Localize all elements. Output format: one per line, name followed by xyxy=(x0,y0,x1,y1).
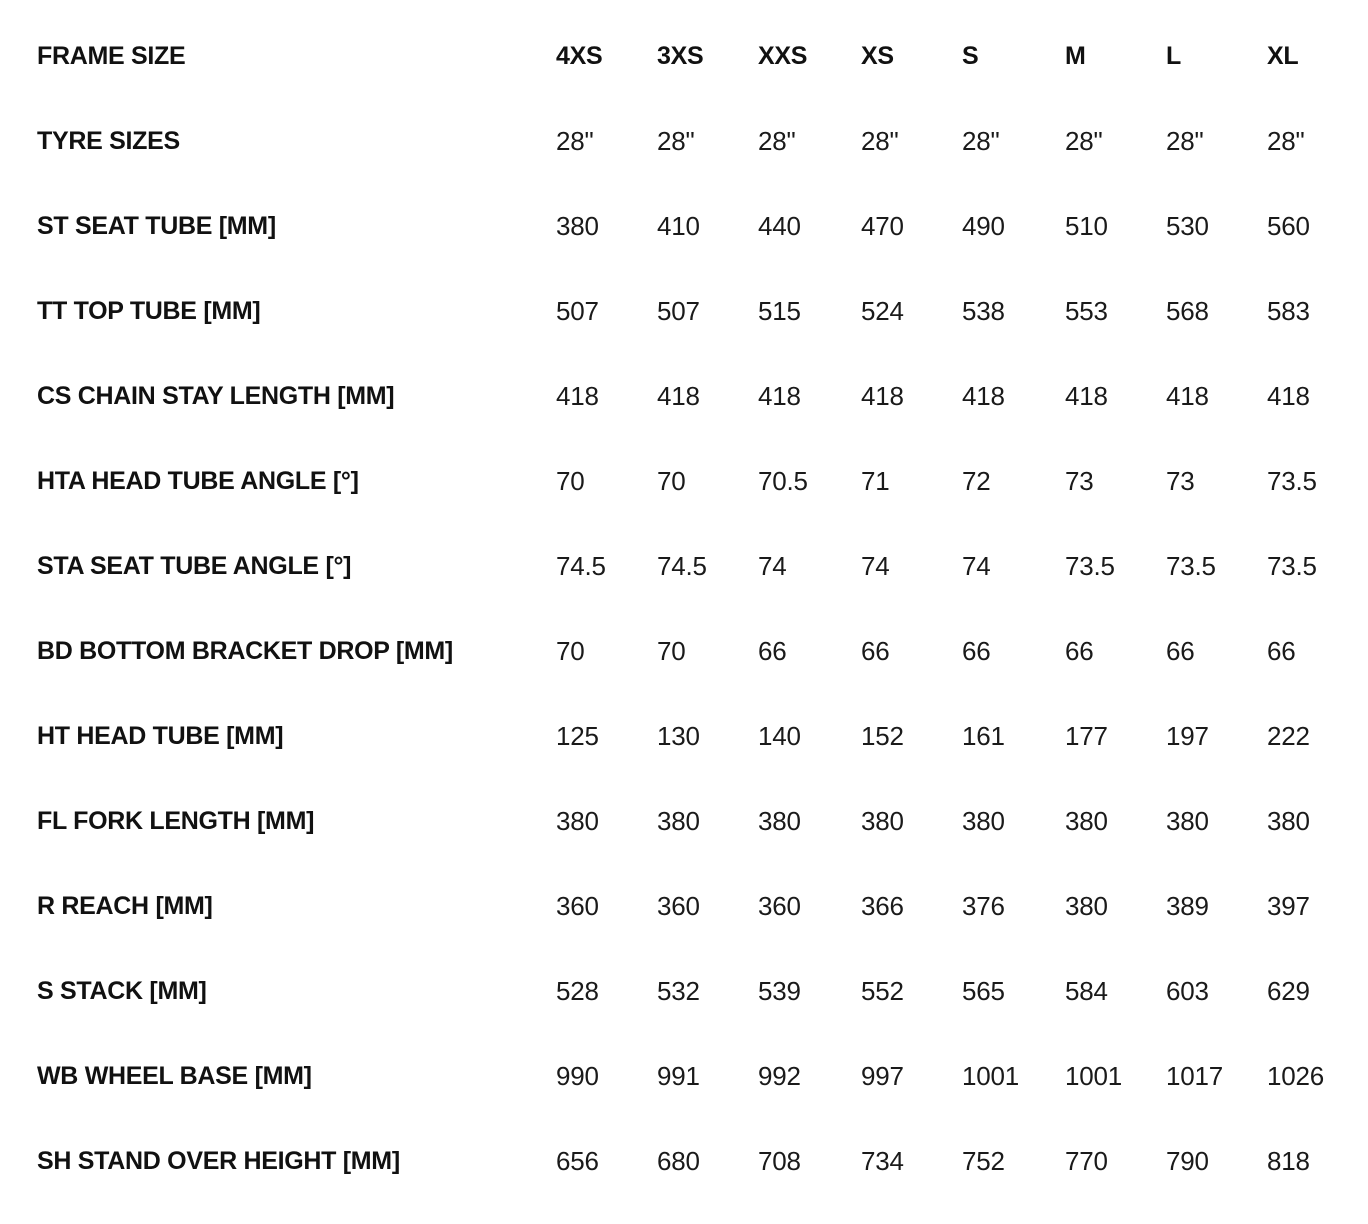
table-row xyxy=(37,269,1368,354)
table-cell: 74 xyxy=(758,551,787,581)
table-cell: 418 xyxy=(657,381,700,411)
table-cell: 584 xyxy=(1065,976,1108,1006)
table-cell: 71 xyxy=(861,466,890,496)
row-label: BD BOTTOM BRACKET DROP [MM] xyxy=(37,637,453,665)
table-cell: 565 xyxy=(962,976,1005,1006)
table-cell: 734 xyxy=(861,1146,904,1176)
table-cell: 568 xyxy=(1166,296,1209,326)
table-cell: 70.5 xyxy=(758,466,808,496)
frame-size-header: FRAME SIZE xyxy=(37,42,186,70)
table-cell: 992 xyxy=(758,1061,801,1091)
table-cell: 603 xyxy=(1166,976,1209,1006)
row-label: R REACH [MM] xyxy=(37,892,213,920)
row-label: WB WHEEL BASE [MM] xyxy=(37,1062,312,1090)
table-row xyxy=(37,864,1368,949)
table-cell: 73.5 xyxy=(1267,466,1317,496)
table-cell: 380 xyxy=(657,806,700,836)
table-cell: 410 xyxy=(657,211,700,241)
table-cell: 73.5 xyxy=(1065,551,1115,581)
table-cell: 74.5 xyxy=(657,551,707,581)
size-header-xs: XS xyxy=(861,42,894,70)
size-header-m: M xyxy=(1065,42,1086,70)
table-row xyxy=(37,99,1368,184)
table-cell: 418 xyxy=(1267,381,1310,411)
table-cell: 560 xyxy=(1267,211,1310,241)
table-cell: 70 xyxy=(556,466,585,496)
table-cell: 1026 xyxy=(1267,1061,1325,1091)
table-cell: 380 xyxy=(1166,806,1209,836)
table-cell: 28" xyxy=(962,126,1000,156)
table-cell: 376 xyxy=(962,891,1005,921)
row-label: ST SEAT TUBE [MM] xyxy=(37,212,276,240)
table-cell: 177 xyxy=(1065,721,1108,751)
table-cell: 66 xyxy=(962,636,991,666)
table-cell: 510 xyxy=(1065,211,1108,241)
row-label: HT HEAD TUBE [MM] xyxy=(37,722,284,750)
table-cell: 366 xyxy=(861,891,904,921)
table-cell: 553 xyxy=(1065,296,1108,326)
table-cell: 28" xyxy=(758,126,796,156)
table-cell: 380 xyxy=(962,806,1005,836)
table-cell: 152 xyxy=(861,721,904,751)
table-cell: 360 xyxy=(758,891,801,921)
table-cell: 818 xyxy=(1267,1146,1310,1176)
table-cell: 28" xyxy=(1166,126,1204,156)
table-cell: 530 xyxy=(1166,211,1209,241)
table-cell: 708 xyxy=(758,1146,801,1176)
table-row xyxy=(37,439,1368,524)
table-cell: 991 xyxy=(657,1061,700,1091)
table-cell: 73 xyxy=(1166,466,1195,496)
table-cell: 74 xyxy=(861,551,890,581)
table-cell: 66 xyxy=(1267,636,1296,666)
table-cell: 66 xyxy=(1065,636,1094,666)
size-header-xxs: XXS xyxy=(758,42,808,70)
row-label: FL FORK LENGTH [MM] xyxy=(37,807,315,835)
size-header-xl: XL xyxy=(1267,42,1299,70)
table-row xyxy=(37,524,1368,609)
table-cell: 538 xyxy=(962,296,1005,326)
table-cell: 752 xyxy=(962,1146,1005,1176)
row-label: CS CHAIN STAY LENGTH [MM] xyxy=(37,382,395,410)
table-cell: 507 xyxy=(657,296,700,326)
row-label: STA SEAT TUBE ANGLE [°] xyxy=(37,552,352,580)
table-cell: 389 xyxy=(1166,891,1209,921)
table-cell: 74.5 xyxy=(556,551,606,581)
table-cell: 197 xyxy=(1166,721,1209,751)
size-header-s: S xyxy=(962,42,979,70)
table-cell: 360 xyxy=(556,891,599,921)
table-cell: 1017 xyxy=(1166,1061,1224,1091)
table-row xyxy=(37,354,1368,439)
table-row xyxy=(37,1034,1368,1119)
table-cell: 130 xyxy=(657,721,700,751)
table-cell: 528 xyxy=(556,976,599,1006)
size-header-3xs: 3XS xyxy=(657,42,704,70)
table-cell: 70 xyxy=(657,636,686,666)
table-cell: 66 xyxy=(1166,636,1195,666)
table-cell: 990 xyxy=(556,1061,599,1091)
row-label: TT TOP TUBE [MM] xyxy=(37,297,261,325)
table-cell: 1001 xyxy=(962,1061,1020,1091)
size-header-l: L xyxy=(1166,42,1181,70)
table-cell: 997 xyxy=(861,1061,904,1091)
size-header-4xs: 4XS xyxy=(556,42,603,70)
table-cell: 73.5 xyxy=(1166,551,1216,581)
table-row xyxy=(37,949,1368,1034)
table-cell: 70 xyxy=(556,636,585,666)
table-cell: 380 xyxy=(556,211,599,241)
table-cell: 73 xyxy=(1065,466,1094,496)
table-cell: 125 xyxy=(556,721,599,751)
table-cell: 515 xyxy=(758,296,801,326)
row-label: S STACK [MM] xyxy=(37,977,207,1005)
table-cell: 418 xyxy=(1166,381,1209,411)
table-cell: 222 xyxy=(1267,721,1310,751)
table-cell: 380 xyxy=(861,806,904,836)
table-cell: 73.5 xyxy=(1267,551,1317,581)
table-cell: 418 xyxy=(861,381,904,411)
table-cell: 507 xyxy=(556,296,599,326)
table-cell: 418 xyxy=(1065,381,1108,411)
table-body xyxy=(37,99,1368,1204)
table-cell: 380 xyxy=(1065,806,1108,836)
table-cell: 470 xyxy=(861,211,904,241)
table-cell: 629 xyxy=(1267,976,1310,1006)
table-cell: 418 xyxy=(758,381,801,411)
table-cell: 583 xyxy=(1267,296,1310,326)
table-cell: 72 xyxy=(962,466,991,496)
table-cell: 28" xyxy=(861,126,899,156)
table-cell: 161 xyxy=(962,721,1005,751)
table-cell: 539 xyxy=(758,976,801,1006)
table-cell: 656 xyxy=(556,1146,599,1176)
table-cell: 680 xyxy=(657,1146,700,1176)
geometry-table xyxy=(37,14,1368,1204)
table-cell: 418 xyxy=(556,381,599,411)
table-row xyxy=(37,609,1368,694)
table-cell: 74 xyxy=(962,551,991,581)
table-cell: 70 xyxy=(657,466,686,496)
table-cell: 380 xyxy=(1267,806,1310,836)
table-cell: 1001 xyxy=(1065,1061,1123,1091)
header-row xyxy=(37,14,1368,99)
table-cell: 380 xyxy=(556,806,599,836)
table-cell: 380 xyxy=(758,806,801,836)
table-cell: 418 xyxy=(962,381,1005,411)
table-cell: 397 xyxy=(1267,891,1310,921)
table-cell: 28" xyxy=(1267,126,1305,156)
table-cell: 28" xyxy=(657,126,695,156)
table-row xyxy=(37,184,1368,269)
table-cell: 66 xyxy=(861,636,890,666)
table-cell: 140 xyxy=(758,721,801,751)
table-cell: 524 xyxy=(861,296,904,326)
table-cell: 380 xyxy=(1065,891,1108,921)
row-label: SH STAND OVER HEIGHT [MM] xyxy=(37,1147,400,1175)
table-row xyxy=(37,694,1368,779)
table-cell: 790 xyxy=(1166,1146,1209,1176)
table-cell: 490 xyxy=(962,211,1005,241)
table-cell: 28" xyxy=(556,126,594,156)
table-row xyxy=(37,779,1368,864)
table-cell: 66 xyxy=(758,636,787,666)
table-cell: 552 xyxy=(861,976,904,1006)
table-cell: 28" xyxy=(1065,126,1103,156)
row-label: TYRE SIZES xyxy=(37,127,180,155)
row-label: HTA HEAD TUBE ANGLE [°] xyxy=(37,467,359,495)
table-row xyxy=(37,1119,1368,1204)
table-cell: 532 xyxy=(657,976,700,1006)
table-cell: 770 xyxy=(1065,1146,1108,1176)
table-cell: 360 xyxy=(657,891,700,921)
table-cell: 440 xyxy=(758,211,801,241)
